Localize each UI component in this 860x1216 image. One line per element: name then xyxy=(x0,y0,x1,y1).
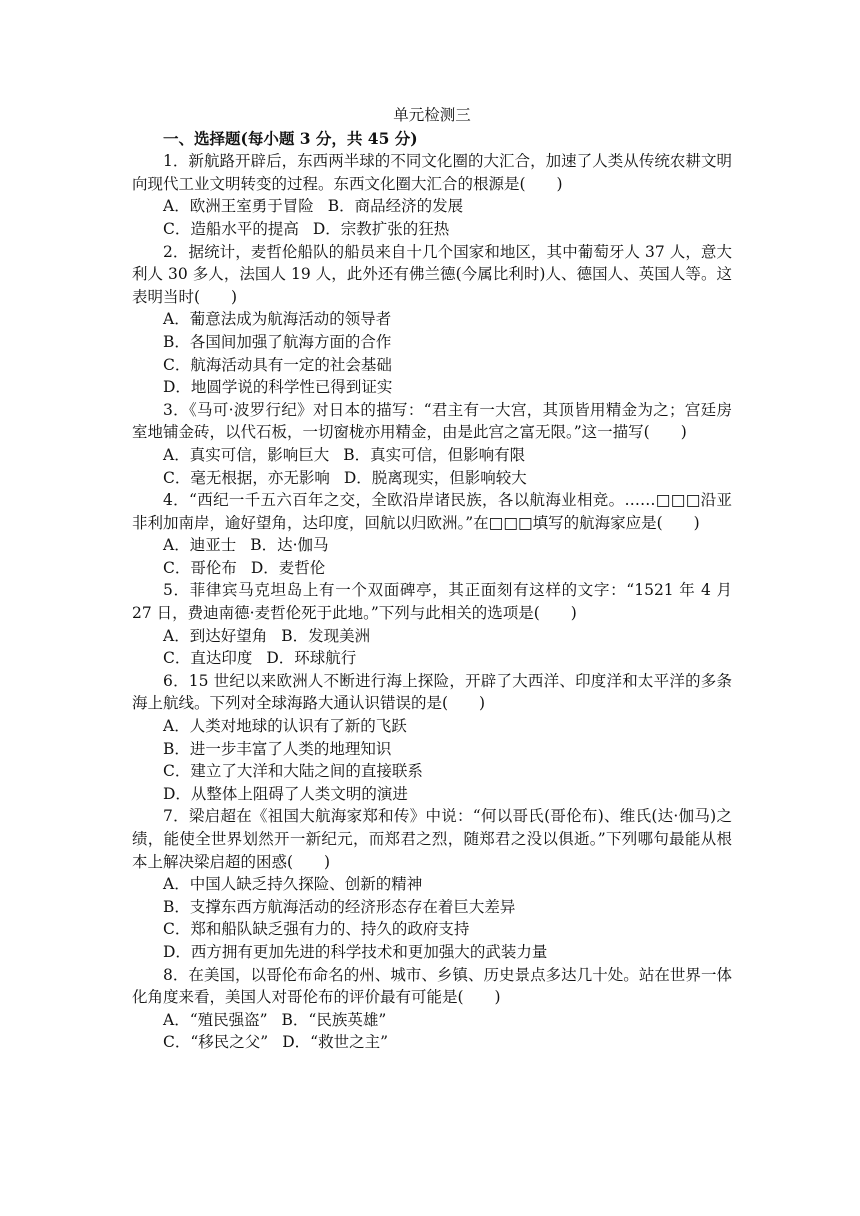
answer-option: B．各国间加强了航海方面的合作 xyxy=(163,332,392,351)
answer-option: C．航海活动具有一定的社会基础 xyxy=(163,355,392,374)
option-row xyxy=(132,1009,732,1032)
option-row xyxy=(132,308,732,331)
answer-option: A．到达好望角 xyxy=(163,626,268,645)
answer-option: D．西方拥有更加先进的科学技术和更加强大的武装力量 xyxy=(163,942,548,961)
answer-option: D．从整体上阻碍了人类文明的演进 xyxy=(163,784,408,803)
answer-option: C．郑和船队缺乏强有力的、持久的政府支持 xyxy=(163,920,470,939)
option-row xyxy=(132,354,732,377)
answer-option: B．达·伽马 xyxy=(250,536,329,555)
option-row xyxy=(132,918,732,941)
answer-option: B．进一步丰富了人类的地理知识 xyxy=(163,739,392,758)
option-row xyxy=(132,467,732,490)
question-stem: 8．在美国，以哥伦布命名的州、城市、乡镇、历史景点多达几十处。站在世界一体化角度来看，美国人对哥伦布的评价最有可能是( ) xyxy=(132,965,732,1007)
section-heading: 一、选择题(每小题 3 分，共 45 分) xyxy=(163,128,418,148)
answer-option: C．“移民之父” xyxy=(163,1033,269,1052)
question-stem: 6．15 世纪以来欧洲人不断进行海上探险，开辟了大西洋、印度洋和太平洋的多条海上航线。下列对全球海路大通认识错误的是( ) xyxy=(132,671,732,713)
answer-option: A．真实可信，影响巨大 xyxy=(163,445,330,464)
answer-option: D．麦哲伦 xyxy=(250,558,326,577)
page-title: 单元检测三 xyxy=(393,106,471,124)
answer-option: A．人类对地球的认识有了新的飞跃 xyxy=(163,717,407,736)
question-stem: 3．《马可·波罗行纪》对日本的描写：“君主有一大宫，其顶皆用精金为之；宫廷房室地铺金砖，以代石板，一切窗栊亦用精金，由是此宫之富无限。”这一描写( ) xyxy=(132,400,732,442)
answer-option: D．宗教扩张的狂热 xyxy=(312,219,450,238)
option-row xyxy=(132,873,732,896)
answer-option: A．迪亚士 xyxy=(163,536,237,555)
question-stem: 5．菲律宾马克坦岛上有一个双面碑亭，其正面刻有这样的文字：“1521 年 4 月 27 日，费迪南德·麦哲伦死于此地。”下列与此相关的选项是( ) xyxy=(132,581,732,623)
option-row xyxy=(132,534,732,557)
option-row xyxy=(132,738,732,761)
option-row xyxy=(132,1031,732,1054)
option-row xyxy=(132,896,732,919)
option-row xyxy=(132,647,732,670)
option-row xyxy=(132,715,732,738)
answer-option: C．造船水平的提高 xyxy=(163,219,299,238)
answer-option: D．地圆学说的科学性已得到证实 xyxy=(163,378,393,397)
answer-option: C．直达印度 xyxy=(163,649,253,668)
answer-option: A．中国人缺乏持久探险、创新的精神 xyxy=(163,875,423,894)
option-row xyxy=(132,444,732,467)
question-list xyxy=(132,150,732,1054)
answer-option: B．商品经济的发展 xyxy=(327,197,464,216)
question-stem: 1．新航路开辟后，东西两半球的不同文化圈的大汇合，加速了人类从传统农耕文明向现代工业文明转变的过程。东西文化圈大汇合的根源是( ) xyxy=(132,152,732,193)
option-row xyxy=(132,941,732,964)
answer-option: D．环球航行 xyxy=(266,649,357,668)
answer-option: A．欧洲王室勇于冒险 xyxy=(163,197,314,216)
option-row xyxy=(132,760,732,783)
answer-option: B．“民族英雄” xyxy=(281,1010,387,1029)
answer-option: A．“殖民强盗” xyxy=(163,1010,268,1029)
option-row xyxy=(132,195,732,218)
document-page xyxy=(132,104,732,1054)
answer-option: D．脱离现实，但影响较大 xyxy=(343,468,527,487)
option-row xyxy=(132,376,732,399)
answer-option: A．葡意法成为航海活动的领导者 xyxy=(163,310,392,329)
answer-option: B．真实可信，但影响有限 xyxy=(343,445,526,464)
option-row xyxy=(132,218,732,241)
option-row xyxy=(132,331,732,354)
question-stem: 7．梁启超在《祖国大航海家郑和传》中说：“何以哥氏(哥伦布)、维氏(达·伽马)之绩，能使全世界划然开一新纪元，而郑君之烈，随郑君之没以俱逝。”下列哪句最能从根本上解决梁启超的困惑( ) xyxy=(132,807,732,871)
option-row xyxy=(132,783,732,806)
answer-option: C．哥伦布 xyxy=(163,558,237,577)
answer-option: D．“救世之主” xyxy=(282,1033,388,1052)
option-row xyxy=(132,557,732,580)
answer-option: B．支撑东西方航海活动的经济形态存在着巨大差异 xyxy=(163,897,516,916)
answer-option: C．毫无根据，亦无影响 xyxy=(163,468,330,487)
question-stem: 2．据统计，麦哲伦船队的船员来自十几个国家和地区，其中葡萄牙人 37 人，意大利人 30 多人，法国人 19 人，此外还有佛兰德(今属比利时)人、德国人、英国人等。这表明当时( ) xyxy=(132,242,732,306)
option-row xyxy=(132,625,732,648)
answer-option: B．发现美洲 xyxy=(281,626,371,645)
question-stem: 4．“西纪一千五六百年之交，全欧沿岸诸民族，各以航海业相竞。……□□□沿亚非利加南岸，逾好望角，达印度，回航以归欧洲。”在□□□填写的航海家应是( ) xyxy=(132,491,732,532)
answer-option: C．建立了大洋和大陆之间的直接联系 xyxy=(163,762,423,781)
